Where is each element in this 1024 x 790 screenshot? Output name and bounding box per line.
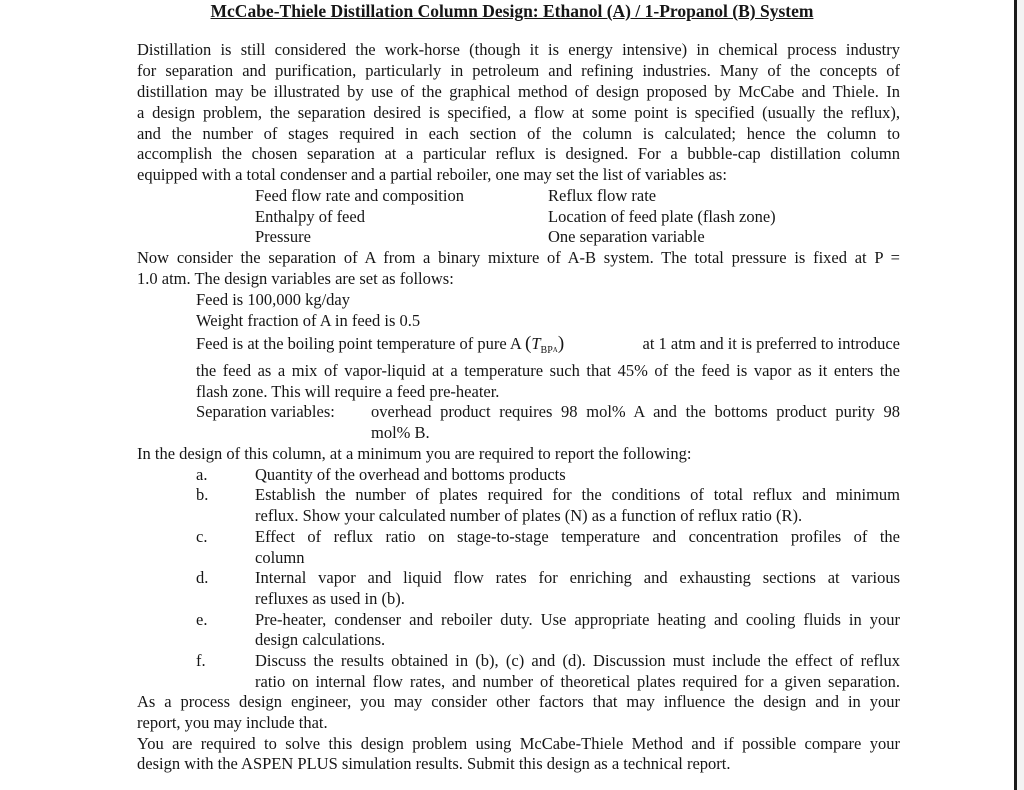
report-marker: b. [196,485,209,504]
design-bp-line: the feed as a mix of vapor-liquid at a temperature such that 45% of the feed is vapor as it enters the [196,361,900,380]
report-marker: c. [196,527,208,546]
bp-text: Feed is at the boiling point temperature of pure A $(T_{BP}A)$ [196,333,565,356]
report-marker: f. [196,651,206,670]
design-bp-line [196,334,900,357]
design-feed-rate: Feed is 100,000 kg/day [196,290,350,309]
closing-line: report, you may include that. [137,713,328,732]
separation-text: overhead product requires 98 mol% A and the bottoms product purity 98 [371,402,900,421]
report-item-text: reflux. Show your calculated number of plates (N) as a function of reflux ratio (R). [255,506,803,525]
intro-line: and the number of stages required in each section of the column is calculated; hence the column to [137,124,900,143]
report-item-text: Quantity of the overhead and bottoms products [255,465,566,484]
intro-line: equipped with a total condenser and a partial reboiler, one may set the list of variables as: [137,165,727,184]
consider-line: Now consider the separation of A from a binary mixture of A-B system. The total pressure is fixed at P = [137,248,900,267]
report-intro: In the design of this column, at a minimum you are required to report the following: [137,444,692,463]
intro-line: distillation may be illustrated by use of the graphical method of design proposed by McCabe and Thiele. In [137,82,900,101]
bp-symbol: T [531,334,541,353]
intro-line: accomplish the chosen separation at a particular reflux is designed. For a bubble-cap distillation column [137,144,900,163]
report-marker: a. [196,465,208,484]
variable-item: One separation variable [548,227,705,246]
report-item-text: ratio on internal flow rates, and number of theoretical plates required for a given separation. [255,672,900,691]
variable-item: Enthalpy of feed [255,207,365,226]
separation-text: mol% B. [371,423,430,442]
bp-text-2: at 1 atm and it is preferred to introduce [642,334,900,353]
intro-line: for separation and purification, particularly in petroleum and refining industries. Many of the concepts of [137,61,900,80]
closing-line: You are required to solve this design problem using McCabe-Thiele Method and if possible compare your [137,734,900,753]
report-item-text: Internal vapor and liquid flow rates for enriching and exhausting sections at various [255,568,900,587]
report-item-text: Discuss the results obtained in (b), (c) and (d). Discussion must include the effect of reflux [255,651,900,670]
report-marker: d. [196,568,209,587]
page-title: McCabe-Thiele Distillation Column Design: Ethanol (A) / 1-Propanol (B) System [210,1,814,21]
bp-subscript: BP [540,345,553,356]
bp-subsubscript: A [552,346,558,354]
variable-item: Reflux flow rate [548,186,657,205]
separation-label: Separation variables: [196,402,335,421]
variable-item: Pressure [255,227,311,246]
variable-item: Feed flow rate and composition [255,186,464,205]
report-item-text: Establish the number of plates required for the conditions of total reflux and minimum [255,485,900,504]
report-item-text: column [255,548,305,567]
report-marker: e. [196,610,208,629]
closing-line: design with the ASPEN PLUS simulation results. Submit this design as a technical report. [137,754,731,773]
report-item-text: Effect of reflux ratio on stage-to-stage temperature and concentration profiles of the [255,527,900,546]
consider-line: 1.0 atm. The design variables are set as follows: [137,269,454,288]
intro-line: Distillation is still considered the work-horse (though it is energy intensive) in chemical process industry [137,40,900,59]
closing-line: As a process design engineer, you may consider other factors that may influence the design and in your [137,692,900,711]
variable-item: Location of feed plate (flash zone) [548,207,776,226]
design-weight-fraction: Weight fraction of A in feed is 0.5 [196,311,421,330]
report-item-text: design calculations. [255,630,386,649]
report-item-text: refluxes as used in (b). [255,589,405,608]
design-bp-line: flash zone. This will require a feed pre-heater. [196,382,500,401]
report-item-text: Pre-heater, condenser and reboiler duty. Use appropriate heating and cooling fluids in your [255,610,900,629]
intro-line: a design problem, the separation desired is specified, a flow at some point is specified (usually the reflux), [137,103,900,122]
